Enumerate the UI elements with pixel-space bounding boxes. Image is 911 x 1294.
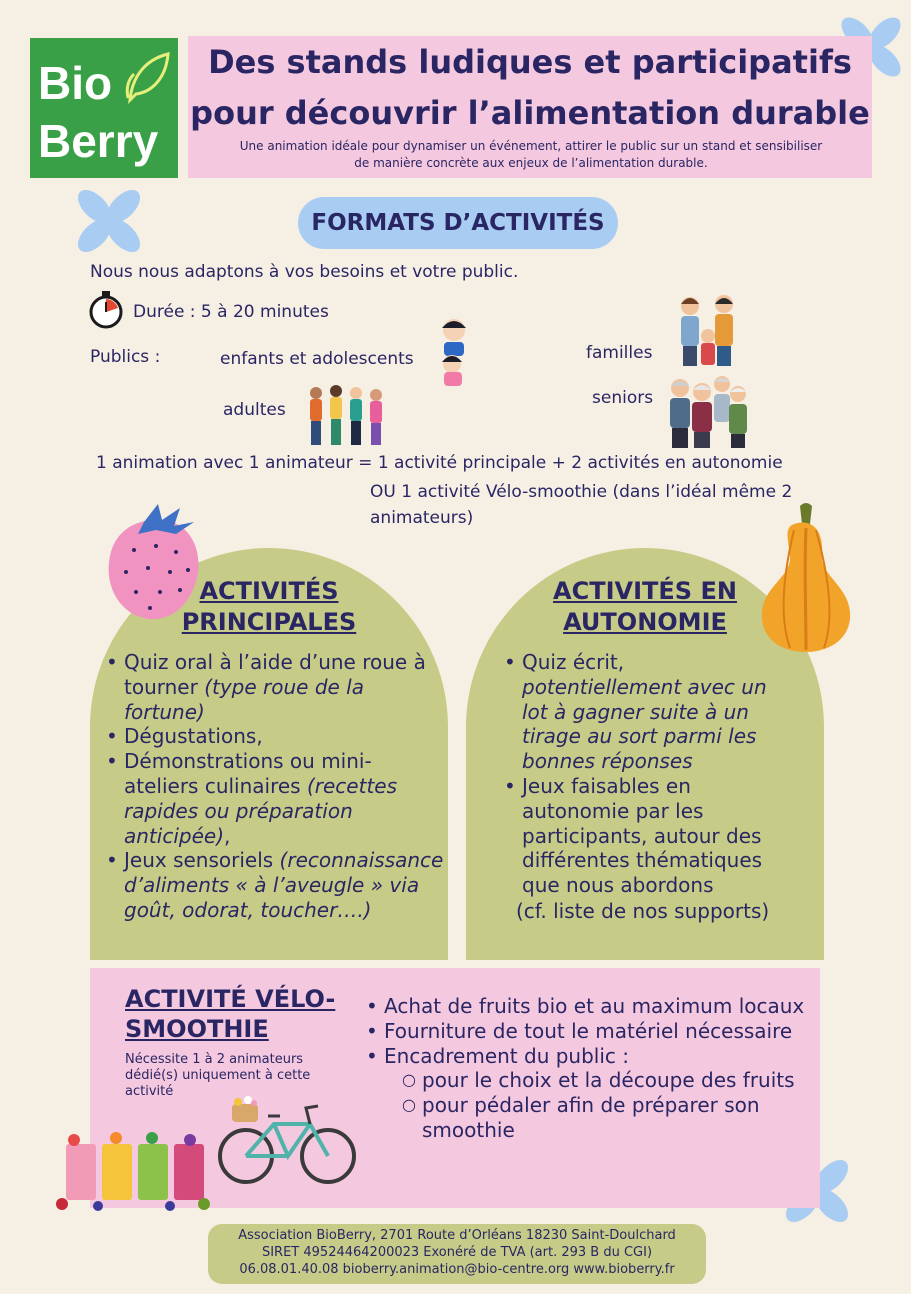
page-title-line2: pour découvrir l’alimentation durable — [190, 94, 870, 132]
list-item: • Quiz oral à l’aide d’une roue à tourner (type roue de la fortune) — [124, 650, 444, 724]
people-illustration — [666, 372, 752, 450]
page-subtitle — [194, 138, 868, 172]
autonomie-list — [488, 650, 784, 898]
flower-icon — [68, 180, 150, 262]
publics-label: Publics : — [90, 347, 161, 367]
list-item: • Fourniture de tout le matériel nécessaire — [364, 1019, 804, 1044]
subtitle-line2: de manière concrète aux enjeux de l’alimentation durable. — [354, 156, 708, 170]
squash-icon — [754, 500, 858, 656]
footer-line1: Association BioBerry, 2701 Route d’Orléans 18230 Saint-Doulchard — [238, 1228, 676, 1243]
logo-line1: Bio — [38, 57, 113, 109]
strawberry-icon — [104, 500, 208, 624]
list-item: • Jeux sensoriels (reconnaissance d’aliments « à l’aveugle » via goût, odorat, toucher….) — [124, 848, 444, 922]
list-item: ○ pour le choix et la découpe des fruits — [364, 1068, 804, 1093]
footer-contact — [208, 1224, 706, 1284]
principales-title-line2: PRINCIPALES — [181, 608, 357, 636]
stopwatch-icon — [88, 290, 124, 330]
autonomie-title-line1: ACTIVITÉS EN — [553, 577, 737, 605]
duration-text: Durée : 5 à 20 minutes — [133, 302, 329, 322]
footer-line2: SIRET 49524464200023 Exonéré de TVA (art. 293 B du CGI) — [261, 1245, 653, 1260]
velo-title-line2: SMOOTHIE — [125, 1015, 269, 1043]
formula-line2: OU 1 activité Vélo-smoothie (dans l’idéal même 2 — [370, 482, 793, 502]
formula-line1: 1 animation avec 1 animateur = 1 activité principale + 2 activités en autonomie — [96, 453, 783, 473]
logo-line2: Berry — [38, 115, 159, 167]
footer-line3: 06.08.01.40.08 bioberry.animation@bio-centre.org www.bioberry.fr — [239, 1262, 675, 1277]
people-illustration — [304, 383, 388, 447]
list-item: ○ pour pédaler afin de préparer son smoothie — [364, 1093, 782, 1143]
page-title-line1: Des stands ludiques et participatifs — [208, 43, 852, 81]
velo-title-line1: ACTIVITÉ VÉLO- — [125, 985, 336, 1013]
public-adults: adultes — [223, 400, 286, 420]
people-illustration — [428, 316, 476, 388]
bioberry-logo — [30, 38, 178, 178]
autonomie-title-line2: AUTONOMIE — [563, 608, 727, 636]
principales-list — [90, 650, 444, 923]
list-item: • Quiz écrit, potentiellement avec un lot à gagner suite à un tirage au sort parmi les bonnes réponses — [522, 650, 784, 774]
people-illustration — [670, 292, 750, 368]
velo-list — [364, 994, 804, 1143]
smoothie-glasses-icon — [54, 1128, 216, 1212]
list-item: • Achat de fruits bio et au maximum locaux — [364, 994, 804, 1019]
public-children: enfants et adolescents — [220, 349, 414, 369]
formats-title: FORMATS D’ACTIVITÉS — [298, 197, 618, 249]
list-item: • Jeux faisables en autonomie par les participants, autour des différentes thématiques que nous abordons — [522, 774, 784, 898]
public-seniors: seniors — [592, 388, 654, 408]
bicycle-icon — [218, 1094, 356, 1186]
list-item: • Démonstrations ou mini-ateliers culinaires (recettes rapides ou préparation anticipée), — [124, 749, 444, 848]
formula-line3: animateurs) — [370, 508, 474, 528]
formats-intro: Nous nous adaptons à vos besoins et votre public. — [90, 262, 519, 282]
velo-note: Nécessite 1 à 2 animateurs dédié(s) uniquement à cette activité — [125, 1052, 311, 1099]
header-banner — [188, 36, 872, 178]
public-families: familles — [586, 343, 653, 363]
list-item: • Dégustations, — [124, 724, 444, 749]
list-item: • Encadrement du public : — [364, 1044, 804, 1069]
principales-title-line1: ACTIVITÉS — [199, 577, 339, 605]
leaf-icon — [124, 48, 172, 104]
autonomie-note: (cf. liste de nos supports) — [516, 899, 770, 923]
velo-title — [125, 984, 335, 1044]
subtitle-line1: Une animation idéale pour dynamiser un événement, attirer le public sur un stand et sensibiliser — [239, 139, 823, 153]
